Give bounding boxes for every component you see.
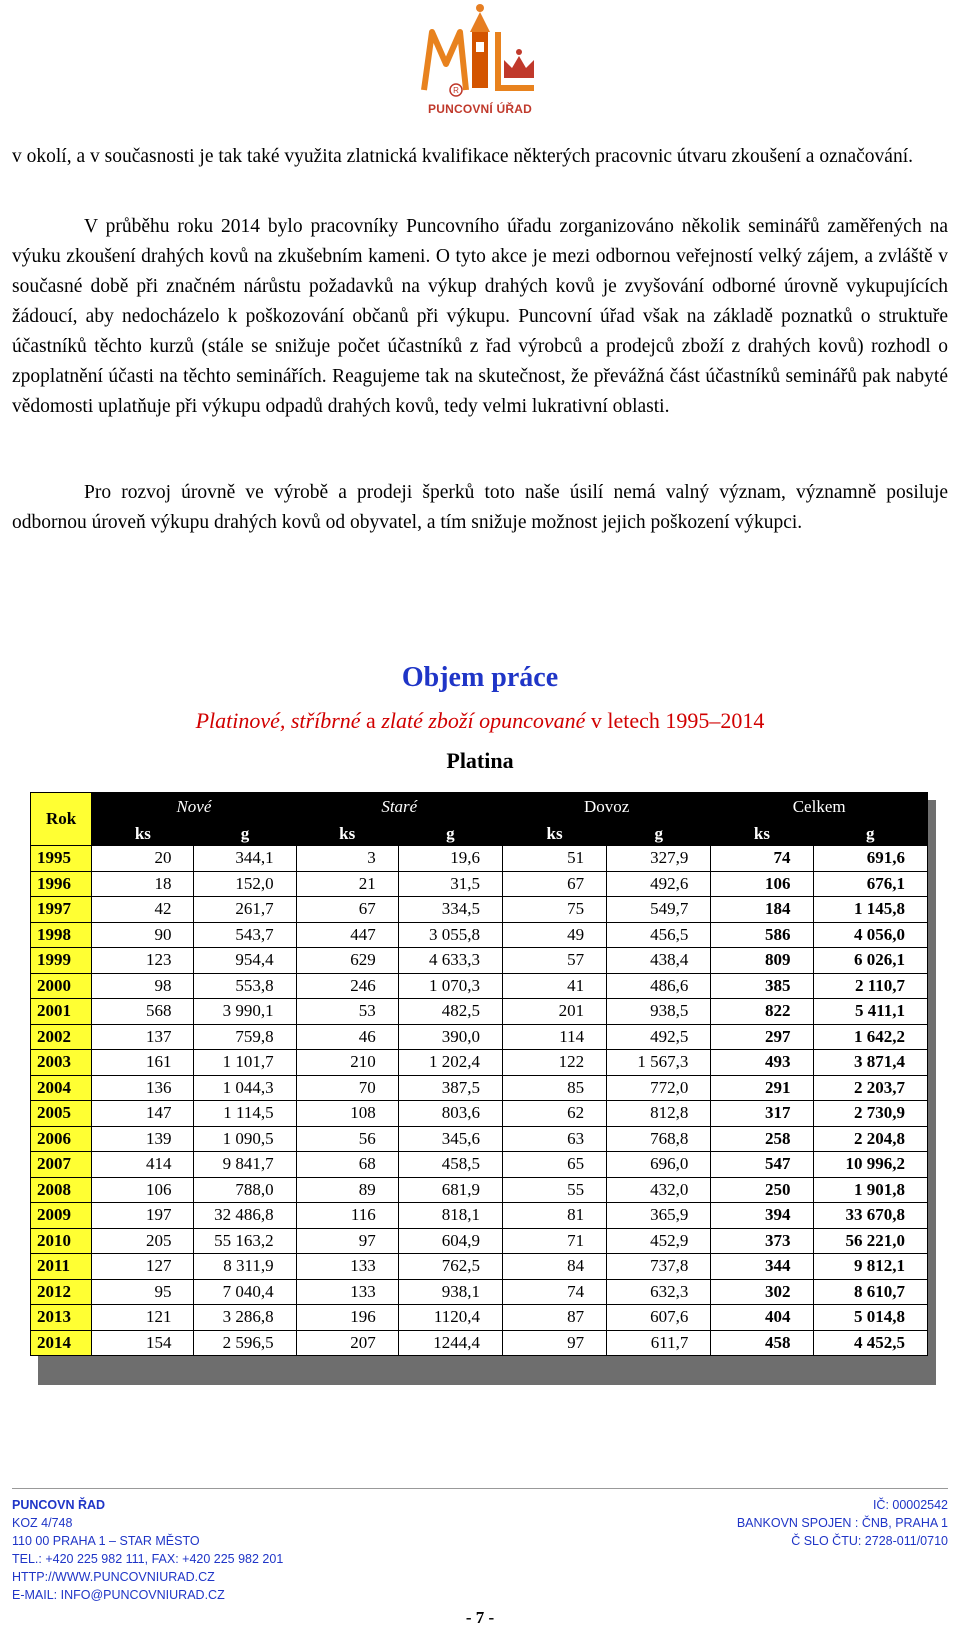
table-row (31, 1050, 928, 1076)
year-cell: 1995 (31, 846, 92, 872)
table-row (31, 1075, 928, 1101)
value-cell: 49 (502, 922, 606, 948)
unit-header: ks (92, 822, 194, 846)
value-cell: 56 (296, 1126, 398, 1152)
value-cell: 1 114,5 (194, 1101, 296, 1127)
value-cell: 452,9 (607, 1228, 711, 1254)
value-cell: 98 (92, 973, 194, 999)
value-cell: 55 163,2 (194, 1228, 296, 1254)
value-cell: 32 486,8 (194, 1203, 296, 1229)
total-cell: 8 610,7 (813, 1279, 928, 1305)
value-cell: 139 (92, 1126, 194, 1152)
value-cell: 492,6 (607, 871, 711, 897)
total-cell: 2 204,8 (813, 1126, 928, 1152)
value-cell: 70 (296, 1075, 398, 1101)
unit-header: g (607, 822, 711, 846)
logo-text: PUNCOVNÍ ÚŘAD (428, 102, 532, 116)
puncovni-urad-logo (416, 2, 544, 120)
value-cell: 114 (502, 1024, 606, 1050)
year-cell: 1996 (31, 871, 92, 897)
value-cell: 84 (502, 1254, 606, 1280)
total-cell: 586 (711, 922, 813, 948)
header-nove (92, 793, 296, 822)
total-cell: 10 996,2 (813, 1152, 928, 1178)
paragraph-3 (12, 478, 948, 538)
value-cell: 549,7 (607, 897, 711, 923)
total-cell: 5 014,8 (813, 1305, 928, 1331)
value-cell: 3 990,1 (194, 999, 296, 1025)
paragraph-2-text: V průběhu roku 2014 bylo pracovníky Puncovního úřadu zorganizováno několik seminářů zaměřených na výuku zkoušení drahých kovů na zkušebním kameni. O tyto akce je mezi odbornou veřejností velký zájem, a zvláště v současné době při značném nárůstu požadavků na výkup drahých kovů je zvyšování odborné úrovně vykupujících žádoucí, aby nedocházelo k poškozování občanů při výkupu. Puncovní úřad však na základě poznatků o struktuře účastníků těchto kurzů (stále se snižuje počet účastníků z řad výrobců a prodejců zboží z drahých kovů) rozhodl o zpoplatnění účasti na těchto seminářích. Reagujeme tak na skutečnost, že převážná část účastníků seminářů pak nabyté vědomosti uplatňuje při výkupu odpadů drahých kovů, tedy velmi lukrativní oblasti. (12, 216, 948, 417)
value-cell: 803,6 (398, 1101, 502, 1127)
value-cell: 42 (92, 897, 194, 923)
value-cell: 553,8 (194, 973, 296, 999)
value-cell: 67 (296, 897, 398, 923)
unit-header: g (398, 822, 502, 846)
value-cell: 954,4 (194, 948, 296, 974)
year-cell: 1999 (31, 948, 92, 974)
value-cell: 147 (92, 1101, 194, 1127)
value-cell: 196 (296, 1305, 398, 1331)
value-cell: 327,9 (607, 846, 711, 872)
value-cell: 3 (296, 846, 398, 872)
value-cell: 1 567,3 (607, 1050, 711, 1076)
table-body (31, 846, 928, 1356)
footer-divider (12, 1488, 948, 1489)
value-cell: 1 090,5 (194, 1126, 296, 1152)
value-cell: 31,5 (398, 871, 502, 897)
value-cell: 68 (296, 1152, 398, 1178)
total-cell: 56 221,0 (813, 1228, 928, 1254)
value-cell: 41 (502, 973, 606, 999)
total-cell: 691,6 (813, 846, 928, 872)
value-cell: 486,6 (607, 973, 711, 999)
value-cell: 205 (92, 1228, 194, 1254)
value-cell: 543,7 (194, 922, 296, 948)
total-cell: 458 (711, 1330, 813, 1356)
year-cell: 2001 (31, 999, 92, 1025)
value-cell: 8 311,9 (194, 1254, 296, 1280)
paragraph-2 (12, 212, 948, 422)
total-cell: 2 203,7 (813, 1075, 928, 1101)
value-cell: 1 070,3 (398, 973, 502, 999)
value-cell: 818,1 (398, 1203, 502, 1229)
year-cell: 2005 (31, 1101, 92, 1127)
value-cell: 89 (296, 1177, 398, 1203)
year-cell: 2000 (31, 973, 92, 999)
paragraph-1 (12, 142, 948, 172)
value-cell: 87 (502, 1305, 606, 1331)
table-row (31, 1228, 928, 1254)
footer-website-link[interactable]: HTTP://WWW.PUNCOVNIURAD.CZ (12, 1570, 215, 1584)
table-row (31, 1254, 928, 1280)
value-cell: 812,8 (607, 1101, 711, 1127)
table-row (31, 897, 928, 923)
table-row (31, 846, 928, 872)
footer-ic: IČ: 00002542 (872, 1498, 948, 1512)
value-cell: 127 (92, 1254, 194, 1280)
footer-bank-info (737, 1496, 948, 1550)
total-cell: 6 026,1 (813, 948, 928, 974)
total-cell: 5 411,1 (813, 999, 928, 1025)
table-row (31, 1024, 928, 1050)
value-cell: 154 (92, 1330, 194, 1356)
value-cell: 81 (502, 1203, 606, 1229)
header-stare (296, 793, 502, 822)
value-cell: 458,5 (398, 1152, 502, 1178)
footer-address (12, 1496, 283, 1604)
value-cell: 133 (296, 1279, 398, 1305)
value-cell: 161 (92, 1050, 194, 1076)
footer-street: KOZ 4/748 (12, 1516, 73, 1530)
value-cell: 737,8 (607, 1254, 711, 1280)
total-cell: 822 (711, 999, 813, 1025)
value-cell: 344,1 (194, 846, 296, 872)
header-rok: Rok (31, 793, 92, 846)
value-cell: 123 (92, 948, 194, 974)
platinum-table (30, 792, 928, 1356)
value-cell: 122 (502, 1050, 606, 1076)
section-subtitle (0, 708, 960, 734)
value-cell: 607,6 (607, 1305, 711, 1331)
year-cell: 2004 (31, 1075, 92, 1101)
unit-header: ks (296, 822, 398, 846)
footer-org-name: PUNCOVN ŘAD (12, 1498, 106, 1512)
value-cell: 772,0 (607, 1075, 711, 1101)
total-cell: 302 (711, 1279, 813, 1305)
value-cell: 46 (296, 1024, 398, 1050)
year-cell: 2007 (31, 1152, 92, 1178)
value-cell: 55 (502, 1177, 606, 1203)
table-row (31, 1330, 928, 1356)
header-stare-label: Staré (381, 797, 418, 816)
value-cell: 207 (296, 1330, 398, 1356)
total-cell: 676,1 (813, 871, 928, 897)
total-cell: 404 (711, 1305, 813, 1331)
total-cell: 493 (711, 1050, 813, 1076)
value-cell: 345,6 (398, 1126, 502, 1152)
value-cell: 696,0 (607, 1152, 711, 1178)
value-cell: 106 (92, 1177, 194, 1203)
footer-account: Č SLO ČTU: 2728-011/0710 (791, 1534, 948, 1548)
value-cell: 261,7 (194, 897, 296, 923)
value-cell: 85 (502, 1075, 606, 1101)
value-cell: 788,0 (194, 1177, 296, 1203)
year-cell: 2002 (31, 1024, 92, 1050)
subtitle-part-a: Platinové, stříbrné (195, 708, 361, 733)
table-row (31, 1203, 928, 1229)
value-cell: 137 (92, 1024, 194, 1050)
total-cell: 33 670,8 (813, 1203, 928, 1229)
value-cell: 121 (92, 1305, 194, 1331)
unit-header: ks (711, 822, 813, 846)
value-cell: 1 101,7 (194, 1050, 296, 1076)
value-cell: 681,9 (398, 1177, 502, 1203)
total-cell: 4 452,5 (813, 1330, 928, 1356)
footer-phone: TEL.: +420 225 982 111, FAX: +420 225 982 201 (12, 1552, 284, 1566)
value-cell: 456,5 (607, 922, 711, 948)
page-number: - 7 - (465, 1608, 495, 1627)
value-cell: 759,8 (194, 1024, 296, 1050)
year-cell: 2014 (31, 1330, 92, 1356)
value-cell: 1244,4 (398, 1330, 502, 1356)
table-row (31, 871, 928, 897)
year-cell: 1998 (31, 922, 92, 948)
year-cell: 2012 (31, 1279, 92, 1305)
section-title: Objem práce (401, 662, 559, 693)
total-cell: 184 (711, 897, 813, 923)
unit-header: g (194, 822, 296, 846)
total-cell: 1 901,8 (813, 1177, 928, 1203)
value-cell: 197 (92, 1203, 194, 1229)
table-row (31, 1126, 928, 1152)
total-cell: 385 (711, 973, 813, 999)
value-cell: 482,5 (398, 999, 502, 1025)
subtitle-part-c: zlaté zboží opuncované (381, 708, 586, 733)
value-cell: 1120,4 (398, 1305, 502, 1331)
total-cell: 9 812,1 (813, 1254, 928, 1280)
year-cell: 2010 (31, 1228, 92, 1254)
value-cell: 632,3 (607, 1279, 711, 1305)
header-dovoz: Dovoz (502, 793, 710, 822)
total-cell: 3 871,4 (813, 1050, 928, 1076)
footer-city: 110 00 PRAHA 1 – STAR MĚSTO (12, 1534, 200, 1548)
year-cell: 2009 (31, 1203, 92, 1229)
year-cell: 2003 (31, 1050, 92, 1076)
value-cell: 21 (296, 871, 398, 897)
value-cell: 4 633,3 (398, 948, 502, 974)
value-cell: 74 (502, 1279, 606, 1305)
value-cell: 53 (296, 999, 398, 1025)
crown-logo-icon (416, 2, 544, 102)
value-cell: 1 044,3 (194, 1075, 296, 1101)
value-cell: 246 (296, 973, 398, 999)
value-cell: 938,5 (607, 999, 711, 1025)
value-cell: 18 (92, 871, 194, 897)
value-cell: 20 (92, 846, 194, 872)
value-cell: 57 (502, 948, 606, 974)
value-cell: 447 (296, 922, 398, 948)
total-cell: 258 (711, 1126, 813, 1152)
total-cell: 809 (711, 948, 813, 974)
platinum-table-container (30, 792, 928, 1379)
value-cell: 768,8 (607, 1126, 711, 1152)
table-row (31, 1305, 928, 1331)
unit-header: g (813, 822, 928, 846)
subtitle-part-d: v letech 1995–2014 (585, 708, 765, 733)
total-cell: 1 145,8 (813, 897, 928, 923)
value-cell: 75 (502, 897, 606, 923)
paragraph-3-text: Pro rozvoj úrovně ve výrobě a prodeji šperků toto naše úsilí nemá valný význam, významně posiluje odbornou úroveň výkupu drahých kovů od obyvatel, a tím snižuje možnost jejich poškození výkupci. (12, 482, 948, 533)
total-cell: 291 (711, 1075, 813, 1101)
year-cell: 2013 (31, 1305, 92, 1331)
total-cell: 1 642,2 (813, 1024, 928, 1050)
value-cell: 9 841,7 (194, 1152, 296, 1178)
year-cell: 2006 (31, 1126, 92, 1152)
total-cell: 106 (711, 871, 813, 897)
year-cell: 2011 (31, 1254, 92, 1280)
value-cell: 492,5 (607, 1024, 711, 1050)
table-row (31, 1177, 928, 1203)
value-cell: 7 040,4 (194, 1279, 296, 1305)
value-cell: 65 (502, 1152, 606, 1178)
total-cell: 297 (711, 1024, 813, 1050)
value-cell: 365,9 (607, 1203, 711, 1229)
value-cell: 432,0 (607, 1177, 711, 1203)
table-row (31, 1101, 928, 1127)
value-cell: 611,7 (607, 1330, 711, 1356)
year-cell: 2008 (31, 1177, 92, 1203)
table-row (31, 999, 928, 1025)
total-cell: 394 (711, 1203, 813, 1229)
value-cell: 201 (502, 999, 606, 1025)
value-cell: 152,0 (194, 871, 296, 897)
table-row (31, 922, 928, 948)
value-cell: 133 (296, 1254, 398, 1280)
total-cell: 344 (711, 1254, 813, 1280)
year-cell: 1997 (31, 897, 92, 923)
total-cell: 2 110,7 (813, 973, 928, 999)
table-title: Platina (446, 748, 514, 773)
table-row (31, 1279, 928, 1305)
total-cell: 250 (711, 1177, 813, 1203)
value-cell: 62 (502, 1101, 606, 1127)
total-cell: 317 (711, 1101, 813, 1127)
value-cell: 1 202,4 (398, 1050, 502, 1076)
header-nove-label: Nové (176, 797, 212, 816)
value-cell: 210 (296, 1050, 398, 1076)
total-cell: 2 730,9 (813, 1101, 928, 1127)
value-cell: 604,9 (398, 1228, 502, 1254)
value-cell: 67 (502, 871, 606, 897)
value-cell: 108 (296, 1101, 398, 1127)
total-cell: 547 (711, 1152, 813, 1178)
value-cell: 938,1 (398, 1279, 502, 1305)
svg-text:R: R (453, 86, 459, 95)
footer-bank: BANKOVN SPOJEN : ČNB, PRAHA 1 (736, 1516, 948, 1530)
value-cell: 136 (92, 1075, 194, 1101)
value-cell: 629 (296, 948, 398, 974)
header-celkem: Celkem (711, 793, 928, 822)
value-cell: 95 (92, 1279, 194, 1305)
value-cell: 97 (502, 1330, 606, 1356)
footer-email-link[interactable]: E-MAIL: INFO@PUNCOVNIURAD.CZ (12, 1588, 225, 1602)
subtitle-part-b: a (360, 708, 382, 733)
value-cell: 51 (502, 846, 606, 872)
value-cell: 762,5 (398, 1254, 502, 1280)
value-cell: 568 (92, 999, 194, 1025)
value-cell: 71 (502, 1228, 606, 1254)
total-cell: 373 (711, 1228, 813, 1254)
value-cell: 438,4 (607, 948, 711, 974)
table-row (31, 1152, 928, 1178)
value-cell: 414 (92, 1152, 194, 1178)
value-cell: 97 (296, 1228, 398, 1254)
total-cell: 74 (711, 846, 813, 872)
value-cell: 90 (92, 922, 194, 948)
value-cell: 334,5 (398, 897, 502, 923)
value-cell: 63 (502, 1126, 606, 1152)
value-cell: 3 286,8 (194, 1305, 296, 1331)
paragraph-1-text: v okolí, a v současnosti je tak také využita zlatnická kvalifikace některých pracovnic útvaru zkoušení a označování. (12, 146, 913, 167)
table-row (31, 948, 928, 974)
value-cell: 19,6 (398, 846, 502, 872)
value-cell: 116 (296, 1203, 398, 1229)
value-cell: 3 055,8 (398, 922, 502, 948)
value-cell: 387,5 (398, 1075, 502, 1101)
total-cell: 4 056,0 (813, 922, 928, 948)
value-cell: 390,0 (398, 1024, 502, 1050)
table-row (31, 973, 928, 999)
value-cell: 2 596,5 (194, 1330, 296, 1356)
unit-header: ks (502, 822, 606, 846)
